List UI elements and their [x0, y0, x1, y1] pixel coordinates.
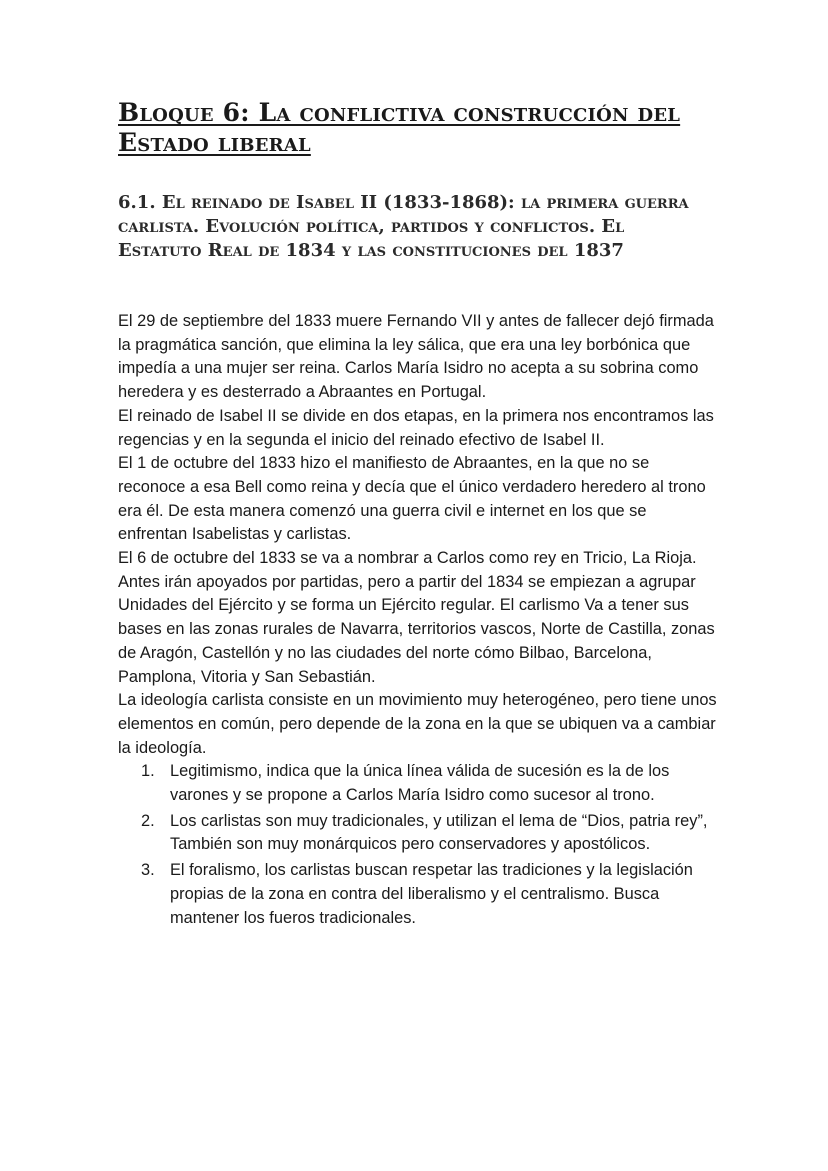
paragraph: El 29 de septiembre del 1833 muere Fernando VII y antes de fallecer dejó firmada la pragmática sanción, que elimina la ley sálica, que era una ley borbónica que impedía a una mujer ser reina. Carlos María Isidro no acepta a su sobrina como heredera y es desterrado a Abraantes en Portugal. — [118, 312, 714, 402]
ideology-list — [118, 760, 718, 930]
list-number: 3. — [141, 861, 155, 880]
list-item — [141, 760, 718, 807]
section-title: 6.1. El reinado de Isabel II (1833-1868): la primera guerra carlista. Evolución política, partidos y conflictos. El Estatuto Real de 1834 y las constituciones del 1837 — [118, 192, 689, 261]
list-item-text: Los carlistas son muy tradicionales, y utilizan el lema de “Dios, patria rey”, También son muy monárquicos pero conservadores y apostólicos. — [170, 811, 708, 854]
list-item — [141, 859, 718, 930]
list-number: 1. — [141, 762, 155, 781]
paragraph: La ideología carlista consiste en un movimiento muy heterogéneo, pero tiene unos elementos en común, pero depende de la zona en la que se ubiquen va a cambiar la ideología. — [118, 691, 717, 757]
list-item-text: El foralismo, los carlistas buscan respetar las tradiciones y la legislación propias de la zona en contra del liberalismo y el centralismo. Busca mantener los fueros tradicionales. — [170, 861, 693, 927]
page-title: Bloque 6: La conflictiva construcción del Estado liberal — [118, 98, 681, 157]
list-number: 2. — [141, 811, 155, 830]
body-text — [118, 310, 718, 932]
paragraph: El reinado de Isabel II se divide en dos etapas, en la primera nos encontramos las regencias y en la segunda el inicio del reinado efectivo de Isabel II. — [118, 406, 714, 449]
list-item-text: Legitimismo, indica que la única línea válida de sucesión es la de los varones y se propone a Carlos María Isidro como sucesor al trono. — [170, 762, 670, 805]
list-item — [141, 810, 718, 857]
paragraph: El 1 de octubre del 1833 hizo el manifiesto de Abraantes, en la que no se reconoce a esa Bell como reina y decía que el único verdadero heredero al trono era él. De esta manera comenzó una guerra civil e internet en los que se enfrentan Isabelistas y carlistas. — [118, 454, 706, 544]
paragraph: El 6 de octubre del 1833 se va a nombrar a Carlos como rey en Tricio, La Rioja. Antes irán apoyados por partidas, pero a partir del 1834 se empiezan a agrupar Unidades del Ejército y se forma un Ejército regular. El carlismo Va a tener sus bases en las zonas rurales de Navarra, territorios vascos, Norte de Castilla, zonas de Aragón, Castellón y no las ciudades del norte cómo Bilbao, Barcelona, Pamplona, Vitoria y San Sebastián. — [118, 549, 715, 686]
